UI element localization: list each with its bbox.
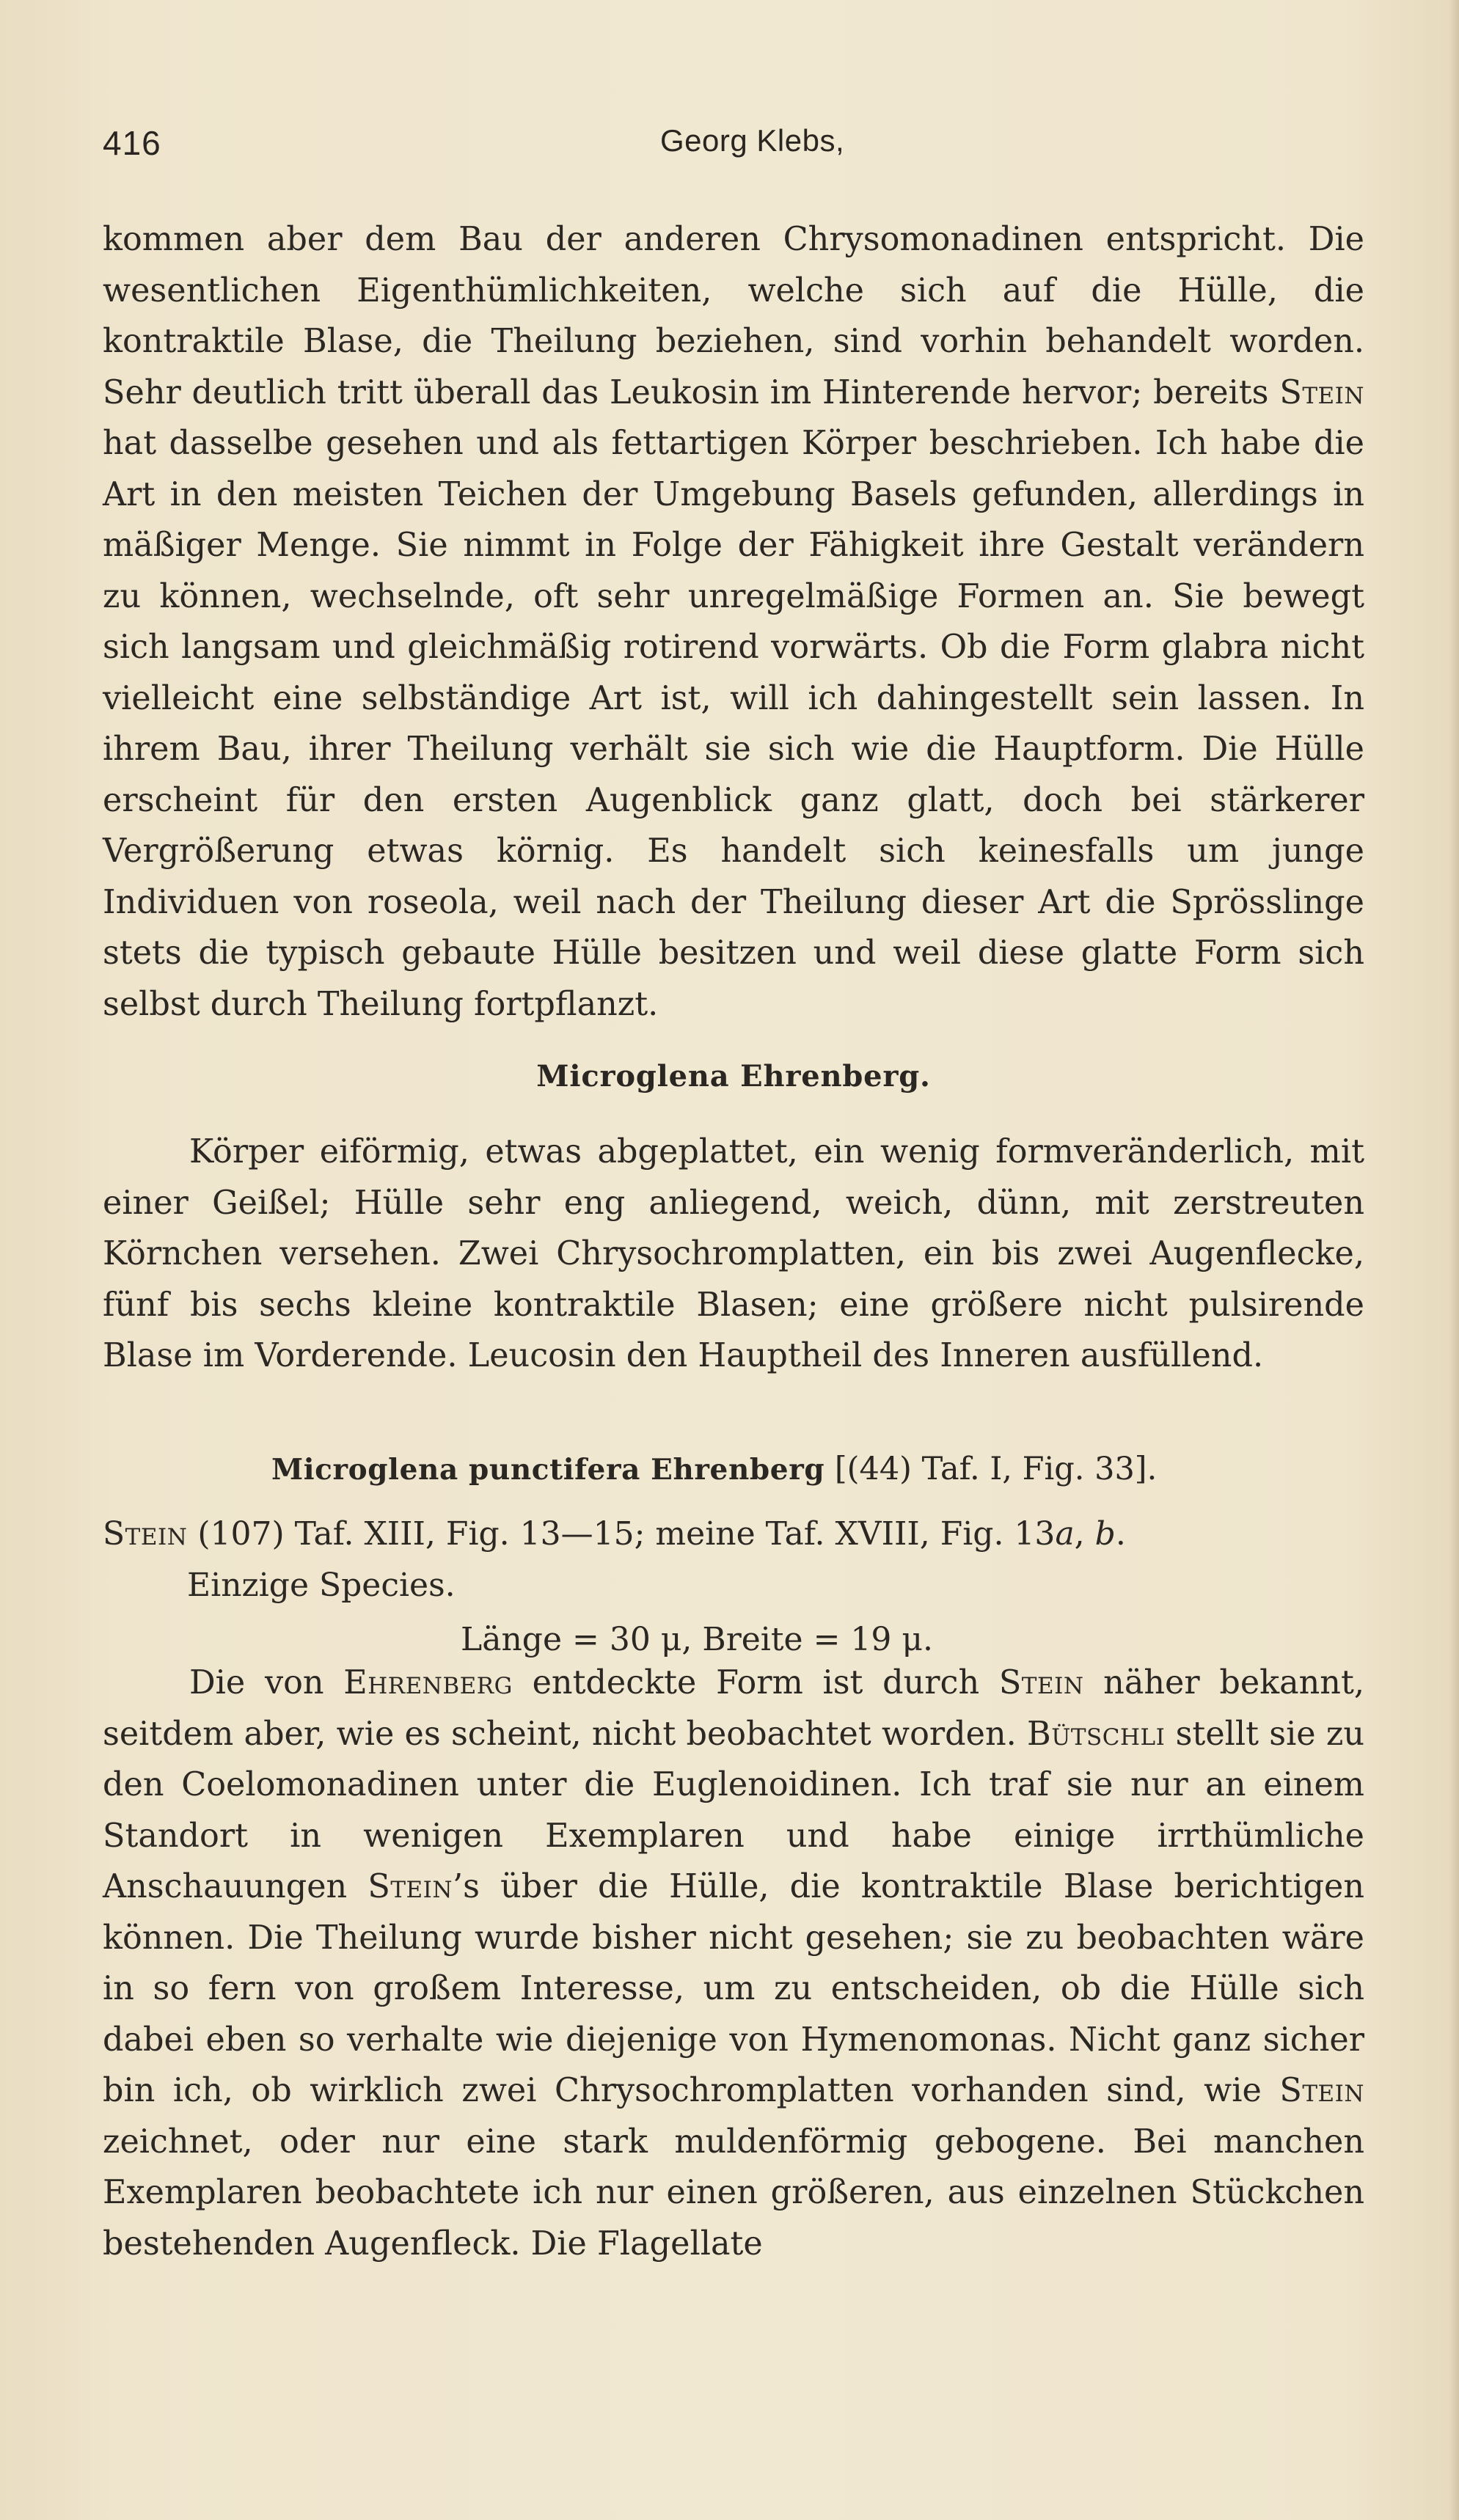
paragraph-1-text-a: kommen aber dem Bau der anderen Chrysomonadinen entspricht. Die wesentlichen Eigenthümlichkeiten, welche sich auf die Hülle, die kontraktile Blase, die Theilung beziehen, sind vorhin behandelt worden. Sehr deutlich tritt überall das Leukosin im Hinterende hervor; bereits bbox=[103, 221, 1364, 411]
reference-text: (107) Taf. XIII, Fig. 13—15; meine Taf. XVIII, Fig. 13 bbox=[187, 1515, 1056, 1553]
p3-text-6: zeichnet, oder nur eine stark muldenförmig gebogene. Bei manchen Exemplaren beobachtete ich nur einen größeren, aus einzelnen Stückchen bestehenden Augenfleck. Die Flagellate bbox=[103, 2122, 1364, 2263]
p3-text-4: stellt sie zu den Coelomonadinen unter die Euglenoidinen. Ich traf sie nur an einem Standort in wenigen Exemplaren und habe einige irrthümliche Anschauungen bbox=[103, 1715, 1364, 1905]
author-name-buetschli: Bütschli bbox=[1027, 1715, 1166, 1753]
page-edge-shadow bbox=[1449, 0, 1459, 2520]
author-name-stein: Stein bbox=[1279, 2072, 1364, 2109]
dimensions-line: Länge = 30 μ, Breite = 19 μ. bbox=[461, 1621, 933, 1658]
reference-line bbox=[103, 1515, 1364, 1553]
reference-separator: , bbox=[1074, 1515, 1095, 1553]
reference-end: . bbox=[1115, 1515, 1126, 1553]
p3-text-5: ’s über die Hülle, die kontraktile Blase berichtigen können. Die Theilung wurde bisher nicht gesehen; sie zu beobachten wäre in so fern von großem Interesse, um zu entscheiden, ob die Hülle sich dabei eben so verhalte wie diejenige von Hymenomonas. Nicht ganz sicher bin ich, ob wirklich zwei Chrysochromplatten vorhanden sind, wie bbox=[103, 1868, 1364, 2109]
author-name-stein: Stein bbox=[368, 1868, 453, 1905]
p3-text-2: entdeckte Form ist durch bbox=[512, 1664, 999, 1702]
only-species-note: Einzige Species. bbox=[187, 1567, 456, 1604]
author-name-stein: Stein bbox=[103, 1515, 188, 1553]
author-name-stein: Stein bbox=[998, 1664, 1084, 1702]
running-head: Georg Klebs, bbox=[660, 123, 845, 158]
p3-text-3: näher bekannt, seitdem aber, wie es scheint, nicht beobachtet worden. bbox=[103, 1664, 1364, 1753]
genus-heading: Microglena Ehrenberg. bbox=[536, 1059, 931, 1094]
species-heading bbox=[271, 1451, 1342, 1487]
author-name-ehrenberg: Ehrenberg bbox=[343, 1664, 513, 1702]
figure-letter-b: b bbox=[1094, 1515, 1116, 1553]
page-header bbox=[103, 123, 1364, 175]
p3-text-1: Die von bbox=[189, 1664, 344, 1702]
figure-letter-a: a bbox=[1055, 1515, 1075, 1553]
species-discussion bbox=[103, 1658, 1364, 2269]
species-reference: [(44) Taf. I, Fig. 33]. bbox=[824, 1451, 1158, 1487]
species-name: Microglena punctifera Ehrenberg bbox=[271, 1453, 825, 1487]
paragraph-1-text-b: hat dasselbe gesehen und als fettartigen Körper beschrieben. Ich habe die Art in den meisten Teichen der Umgebung Basels gefunden, allerdings in mäßiger Menge. Sie nimmt in Folge der Fähigkeit ihre Gestalt verändern zu können, wechselnde, oft sehr unregelmäßige Formen an. Sie bewegt sich langsam und gleichmäßig rotirend vorwärts. Ob die Form glabra nicht vielleicht eine selbständige Art ist, will ich dahingestellt sein lassen. In ihrem Bau, ihrer Theilung verhält sie sich wie die Hauptform. Die Hülle erscheint für den ersten Augenblick ganz glatt, doch bei stärkerer Vergrößerung etwas körnig. Es handelt sich keinesfalls um junge Individuen von roseola, weil nach der Theilung dieser Art die Sprösslinge stets die typisch gebaute Hülle besitzen und weil diese glatte Form sich selbst durch Theilung fortpflanzt. bbox=[103, 425, 1364, 1023]
author-name-stein: Stein bbox=[1279, 373, 1364, 411]
paragraph-continuation bbox=[103, 214, 1364, 1030]
genus-description: Körper eiförmig, etwas abgeplattet, ein wenig formveränderlich, mit einer Geißel; Hülle sehr eng anliegend, weich, dünn, mit zerstreuten Körnchen versehen. Zwei Chrysochromplatten, ein bis zwei Augenflecke, fünf bis sechs kleine kontraktile Blasen; eine größere nicht pulsirende Blase im Vorderende. Leucosin den Hauptheil des Inneren ausfüllend. bbox=[103, 1133, 1364, 1374]
page-number: 416 bbox=[103, 124, 161, 162]
